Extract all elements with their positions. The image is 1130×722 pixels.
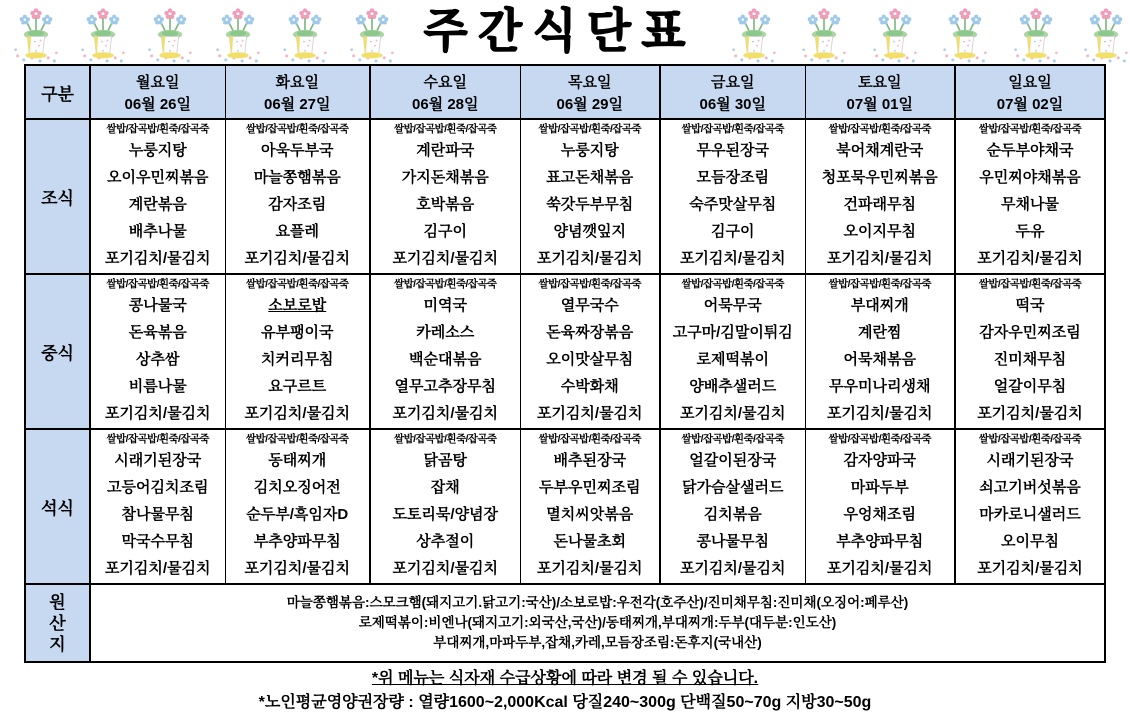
day-name: 목요일 (568, 73, 612, 91)
menu-item: 참나물무침 (121, 506, 194, 523)
menu-item: 누룽지탕 (128, 142, 187, 159)
menu-item: 부추양파무침 (836, 533, 924, 550)
flower-pot-icon (800, 7, 848, 64)
meal-row-label: 조식 (25, 119, 90, 274)
meal-cell (520, 119, 660, 274)
day-header (225, 65, 370, 119)
day-header (90, 65, 225, 119)
menu-item: 오이우민찌볶음 (107, 169, 209, 186)
menu-item: 포기김치/물김치 (536, 560, 643, 577)
menu-item: 배추나물 (128, 223, 187, 240)
menu-item: 포기김치/물김치 (536, 405, 643, 422)
menu-item: 포기김치/물김치 (977, 405, 1083, 422)
menu-item: 미역국 (423, 297, 467, 314)
origin-label-text: 원산지 (49, 592, 66, 654)
banner-pots-right (720, 3, 1130, 64)
menu-item: 시래기된장국 (986, 452, 1074, 469)
top-banner (0, 0, 1130, 64)
header-row (25, 65, 1105, 119)
origin-line: 로제떡볶이:비엔나(돼지고기:외국산,국산)/동태찌개,부대찌개:두부(대두분:인도산) (358, 615, 837, 630)
menu-item: 카레소스 (416, 324, 475, 341)
rice-options: 쌀밥/잡곡밥/흰죽/잡곡죽 (106, 278, 209, 290)
rice-options: 쌀밥/잡곡밥/흰죽/잡곡죽 (828, 123, 931, 135)
menu-item: 오이맛살무침 (546, 351, 634, 368)
menu-item: 닭가슴살샐러드 (682, 479, 784, 496)
day-name: 토요일 (858, 73, 902, 91)
menu-item: 포기김치/물김치 (244, 250, 351, 267)
day-date: 06월 27일 (263, 95, 331, 113)
menu-item: 포기김치/물김치 (244, 560, 351, 577)
day-date: 06월 26일 (124, 95, 192, 113)
origin-label (25, 584, 90, 662)
menu-item: 양념깻잎지 (553, 223, 626, 240)
rice-options: 쌀밥/잡곡밥/흰죽/잡곡죽 (681, 278, 784, 290)
meal-cell (955, 429, 1105, 584)
menu-item: 포기김치/물김치 (392, 560, 499, 577)
menu-item: 부대찌개 (850, 297, 909, 314)
menu-item: 돈육짜장볶음 (546, 324, 634, 341)
day-date: 06월 30일 (699, 95, 767, 113)
menu-item: 양배추샐러드 (689, 378, 777, 395)
page-title: 주간식단표 (423, 3, 697, 58)
rice-options: 쌀밥/잡곡밥/흰죽/잡곡죽 (538, 123, 641, 135)
menu-item: 고구마/김말이튀김 (672, 324, 793, 341)
rice-options: 쌀밥/잡곡밥/흰죽/잡곡죽 (394, 123, 497, 135)
day-header (955, 65, 1105, 119)
menu-item: 계란볶음 (128, 196, 187, 213)
menu-item: 요플레 (275, 223, 319, 240)
menu-item: 열무국수 (560, 297, 619, 314)
rice-options: 쌀밥/잡곡밥/흰죽/잡곡죽 (681, 433, 784, 445)
meal-cell (660, 429, 805, 584)
day-name: 월요일 (136, 73, 180, 91)
meal-cell (955, 274, 1105, 429)
menu-item: 청포묵우민찌볶음 (821, 169, 938, 186)
menu-item: 얼갈이무침 (993, 378, 1067, 395)
weekly-menu-table (24, 64, 1106, 663)
menu-item: 콩나물무침 (696, 533, 769, 550)
day-date: 07월 01일 (846, 95, 914, 113)
menu-item: 요구르트 (268, 378, 327, 395)
menu-item: 포기김치/물김치 (679, 250, 786, 267)
meal-cell (370, 274, 520, 429)
rice-options: 쌀밥/잡곡밥/흰죽/잡곡죽 (681, 123, 784, 135)
origin-line: 부대찌개,마파두부,잡채,카레,모듬장조림:돈후지(국내산) (433, 635, 762, 650)
day-header (520, 65, 660, 119)
menu-item: 마파두부 (850, 479, 909, 496)
flower-pot-icon (730, 7, 778, 64)
flower-pot-icon (1082, 7, 1130, 64)
banner-pots-left (0, 3, 400, 64)
day-header (660, 65, 805, 119)
menu-item: 북어채계란국 (836, 142, 924, 159)
menu-item: 무채나물 (1001, 196, 1059, 213)
rice-options: 쌀밥/잡곡밥/흰죽/잡곡죽 (106, 433, 209, 445)
meal-cell (805, 119, 955, 274)
menu-item: 수박화채 (560, 378, 619, 395)
day-name: 수요일 (423, 73, 467, 91)
menu-item: 고등어김치조림 (107, 479, 209, 496)
meal-cell (90, 274, 225, 429)
menu-change-note: *위 메뉴는 식자재 수급상황에 따라 변경 될 수 있습니다. (371, 670, 759, 687)
menu-item: 무우된장국 (696, 142, 769, 159)
rice-options: 쌀밥/잡곡밥/흰죽/잡곡죽 (394, 433, 497, 445)
day-date: 06월 28일 (411, 95, 479, 113)
menu-item: 김구이 (711, 223, 755, 240)
menu-item: 포기김치/물김치 (826, 250, 933, 267)
menu-item: 무우미나리생채 (829, 378, 931, 395)
rice-options: 쌀밥/잡곡밥/흰죽/잡곡죽 (828, 433, 931, 445)
meal-row (25, 429, 1105, 584)
menu-item: 감자조림 (268, 196, 327, 213)
flower-pot-icon (1012, 7, 1060, 64)
menu-item: 김치오징어전 (253, 479, 341, 496)
day-date: 07월 02일 (996, 95, 1064, 113)
menu-item: 포기김치/물김치 (679, 405, 786, 422)
menu-item: 포기김치/물김치 (536, 250, 643, 267)
rice-options: 쌀밥/잡곡밥/흰죽/잡곡죽 (106, 123, 209, 135)
menu-item: 포기김치/물김치 (392, 405, 499, 422)
menu-item: 어묵채볶음 (843, 351, 916, 368)
meal-cell (805, 429, 955, 584)
menu-item: 쇠고기버섯볶음 (979, 479, 1081, 496)
rice-options: 쌀밥/잡곡밥/흰죽/잡곡죽 (246, 433, 349, 445)
flower-pot-icon (12, 7, 60, 64)
flower-pot-icon (214, 7, 262, 64)
menu-item: 치커리무침 (261, 351, 334, 368)
menu-item: 콩나물국 (128, 297, 187, 314)
menu-item: 계란파국 (416, 142, 475, 159)
menu-item: 모듬장조림 (696, 169, 769, 186)
menu-item: 열무고추장무침 (394, 378, 496, 395)
meal-row-label: 석식 (25, 429, 90, 584)
rice-options: 쌀밥/잡곡밥/흰죽/잡곡죽 (978, 433, 1082, 445)
rice-options: 쌀밥/잡곡밥/흰죽/잡곡죽 (978, 123, 1082, 135)
meal-row (25, 274, 1105, 429)
meal-row (25, 119, 1105, 274)
menu-item: 감자우민찌조림 (979, 324, 1081, 341)
menu-item: 순두부야채국 (986, 142, 1074, 159)
day-header (370, 65, 520, 119)
menu-item: 닭곰탕 (423, 452, 467, 469)
menu-item: 두유 (1015, 223, 1045, 240)
menu-item: 떡국 (1015, 297, 1045, 314)
menu-item: 가지돈채볶음 (401, 169, 489, 186)
menu-item: 로제떡볶이 (696, 351, 769, 368)
title-area (400, 3, 720, 59)
menu-item: 동태찌개 (268, 452, 327, 469)
menu-item: 두부우민찌조림 (539, 479, 641, 496)
menu-item: 오이무침 (1001, 533, 1059, 550)
menu-item: 백순대볶음 (409, 351, 482, 368)
meal-cell (520, 274, 660, 429)
flower-pot-icon (348, 7, 396, 64)
menu-item: 포기김치/물김치 (977, 250, 1083, 267)
menu-item: 우민찌야채볶음 (979, 169, 1081, 186)
rice-options: 쌀밥/잡곡밥/흰죽/잡곡죽 (538, 433, 641, 445)
origin-cell (90, 584, 1105, 662)
menu-item: 김치볶음 (703, 506, 762, 523)
menu-item: 상추쌈 (136, 351, 180, 368)
category-header: 구분 (25, 65, 90, 119)
rice-options: 쌀밥/잡곡밥/흰죽/잡곡죽 (394, 278, 497, 290)
menu-item: 도토리묵/양념장 (392, 506, 499, 523)
meal-cell (225, 429, 370, 584)
rice-options: 쌀밥/잡곡밥/흰죽/잡곡죽 (538, 278, 641, 290)
menu-item: 잡채 (430, 479, 460, 496)
meal-cell (520, 429, 660, 584)
menu-item: 우엉채조림 (843, 506, 916, 523)
meal-cell (90, 119, 225, 274)
menu-item: 계란찜 (858, 324, 902, 341)
menu-item: 감자양파국 (843, 452, 916, 469)
menu-item: 비름나물 (128, 378, 187, 395)
menu-item: 상추절이 (416, 533, 475, 550)
menu-item: 어묵무국 (703, 297, 762, 314)
menu-item: 마늘쫑햄볶음 (253, 169, 341, 186)
menu-item: 포기김치/물김치 (679, 560, 786, 577)
meal-cell (805, 274, 955, 429)
menu-item: 아욱두부국 (261, 142, 334, 159)
menu-item: 멸치씨앗볶음 (546, 506, 634, 523)
meal-cell (225, 119, 370, 274)
menu-item: 막국수무침 (121, 533, 194, 550)
menu-item: 순두부/흑임자D (246, 506, 349, 523)
flower-pot-icon (146, 7, 194, 64)
menu-item: 마카로니샐러드 (979, 506, 1081, 523)
flower-pot-icon (79, 7, 127, 64)
menu-item: 숙주맛살무침 (689, 196, 777, 213)
menu-item: 건파래무침 (843, 196, 916, 213)
menu-item: 쑥갓두부무침 (546, 196, 634, 213)
menu-item: 포기김치/물김치 (392, 250, 499, 267)
meal-cell (660, 119, 805, 274)
menu-item: 포기김치/물김치 (104, 560, 211, 577)
flower-pot-icon (941, 7, 989, 64)
origin-line: 마늘쫑햄볶음:스모크햄(돼지고기.닭고기:국산)/소보로밥:우전각(호주산)/진미채무침:진미채(오징어:페루산) (286, 595, 909, 610)
rice-options: 쌀밥/잡곡밥/흰죽/잡곡죽 (828, 278, 931, 290)
menu-item: 포기김치/물김치 (977, 560, 1083, 577)
menu-item: 표고돈채볶음 (546, 169, 634, 186)
meal-cell (660, 274, 805, 429)
nutrition-note: *노인평균영양권장량 : 열량1600~2,000Kcal 당질240~300g 단백질50~70g 지방30~50g (258, 694, 872, 711)
menu-item: 포기김치/물김치 (826, 560, 933, 577)
menu-item: 포기김치/물김치 (104, 250, 211, 267)
meal-row-label: 중식 (25, 274, 90, 429)
meal-cell (90, 429, 225, 584)
menu-item: 유부팽이국 (261, 324, 334, 341)
menu-item: 누룽지탕 (560, 142, 619, 159)
rice-options: 쌀밥/잡곡밥/흰죽/잡곡죽 (246, 123, 349, 135)
rice-options: 쌀밥/잡곡밥/흰죽/잡곡죽 (246, 278, 349, 290)
footnotes (0, 667, 1130, 715)
menu-item: 돈나물초회 (553, 533, 626, 550)
menu-item: 시래기된장국 (114, 452, 202, 469)
menu-item: 포기김치/물김치 (104, 405, 211, 422)
flower-pot-icon (871, 7, 919, 64)
day-header (805, 65, 955, 119)
meal-cell (955, 119, 1105, 274)
day-name: 금요일 (711, 73, 755, 91)
menu-item: 소보로밥 (268, 297, 327, 314)
menu-item: 돈육볶음 (128, 324, 187, 341)
day-name: 일요일 (1008, 73, 1052, 91)
menu-item: 오이지무침 (843, 223, 916, 240)
meal-cell (370, 429, 520, 584)
menu-item: 배추된장국 (553, 452, 626, 469)
menu-item: 포기김치/물김치 (244, 405, 351, 422)
menu-item: 호박볶음 (416, 196, 475, 213)
day-date: 06월 29일 (556, 95, 624, 113)
menu-item: 포기김치/물김치 (826, 405, 933, 422)
meal-cell (370, 119, 520, 274)
menu-item: 얼갈이된장국 (689, 452, 777, 469)
rice-options: 쌀밥/잡곡밥/흰죽/잡곡죽 (978, 278, 1082, 290)
meal-cell (225, 274, 370, 429)
menu-item: 부추양파무침 (253, 533, 341, 550)
menu-item: 진미채무침 (993, 351, 1067, 368)
day-name: 화요일 (275, 73, 319, 91)
flower-pot-icon (281, 7, 329, 64)
origin-row (25, 584, 1105, 662)
menu-item: 김구이 (423, 223, 467, 240)
